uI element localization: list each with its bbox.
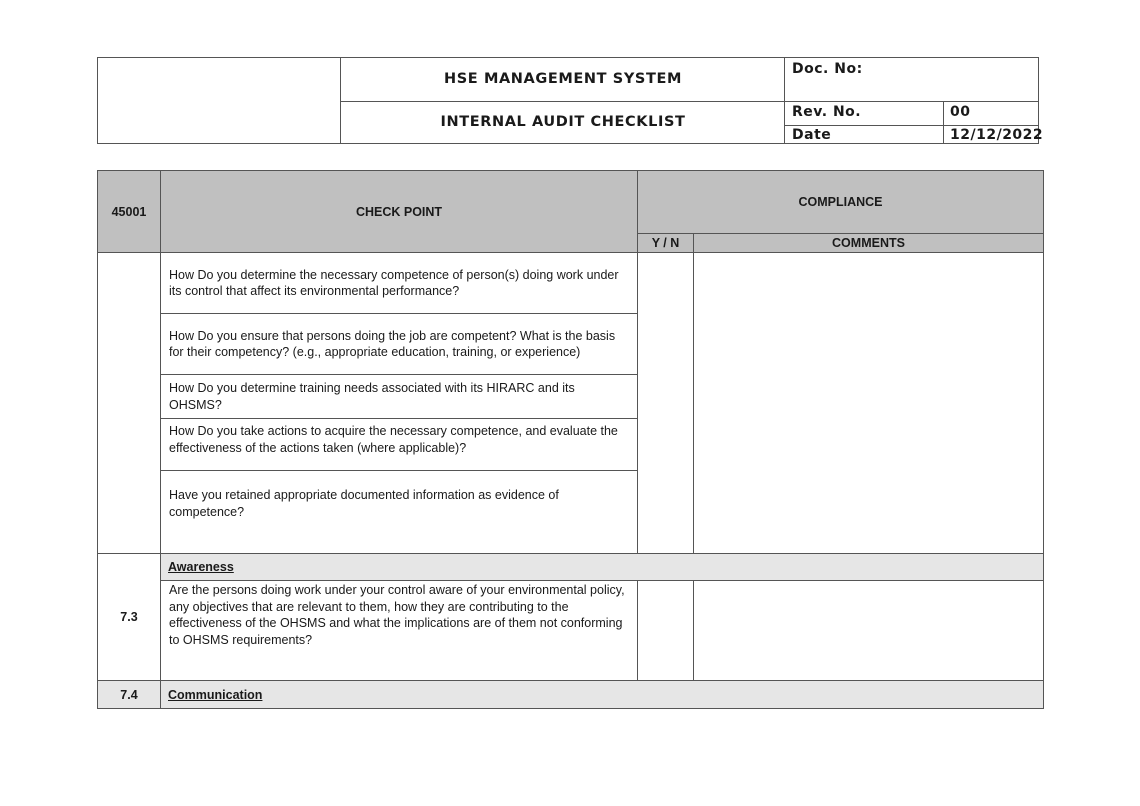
awareness-comments-cell[interactable] xyxy=(694,581,1044,681)
comments-header: COMMENTS xyxy=(694,234,1044,253)
audit-checklist-table xyxy=(97,170,1044,709)
doc-no-label: Doc. No: xyxy=(792,61,863,77)
comments-cell[interactable] xyxy=(694,253,1044,554)
rev-no-label: Rev. No. xyxy=(792,104,862,120)
question-3: How Do you determine training needs associated with its HIRARC and its OHSMS? xyxy=(161,375,638,419)
yn-cell[interactable] xyxy=(638,253,694,554)
date-value: 12/12/2022 xyxy=(950,127,1044,143)
question-2: How Do you ensure that persons doing the job are competent? What is the basis for their competency? (e.g., appropriate education, training, or experience) xyxy=(161,314,638,375)
awareness-yn-cell[interactable] xyxy=(638,581,694,681)
clause-header: 45001 xyxy=(98,171,161,253)
yn-header: Y / N xyxy=(638,234,694,253)
clause-7-4: 7.4 xyxy=(98,681,161,709)
question-5: Have you retained appropriate documented information as evidence of competence? xyxy=(161,471,638,554)
compliance-header: COMPLIANCE xyxy=(638,171,1044,234)
date-label: Date xyxy=(792,127,832,143)
clause-cell-empty xyxy=(98,253,161,554)
awareness-question: Are the persons doing work under your control aware of your environmental policy, any objectives that are relevant to them, how they are contributing to the effectiveness of the OHSMS and what the implications are of them not conforming to OHSMS requirements? xyxy=(161,581,638,681)
question-4: How Do you take actions to acquire the necessary competence, and evaluate the effectiveness of the actions taken (where applicable)? xyxy=(161,419,638,471)
document-header xyxy=(97,57,1044,144)
checklist-title: INTERNAL AUDIT CHECKLIST xyxy=(440,114,686,130)
checkpoint-header: CHECK POINT xyxy=(161,171,638,253)
question-1: How Do you determine the necessary competence of person(s) doing work under its control that affect its environmental performance? xyxy=(161,253,638,314)
awareness-heading: Awareness xyxy=(161,554,1044,581)
rev-no-value: 00 xyxy=(950,104,971,120)
communication-heading: Communication xyxy=(161,681,1044,709)
clause-7-3: 7.3 xyxy=(98,554,161,681)
system-title: HSE MANAGEMENT SYSTEM xyxy=(341,58,785,102)
logo-area xyxy=(98,58,341,143)
